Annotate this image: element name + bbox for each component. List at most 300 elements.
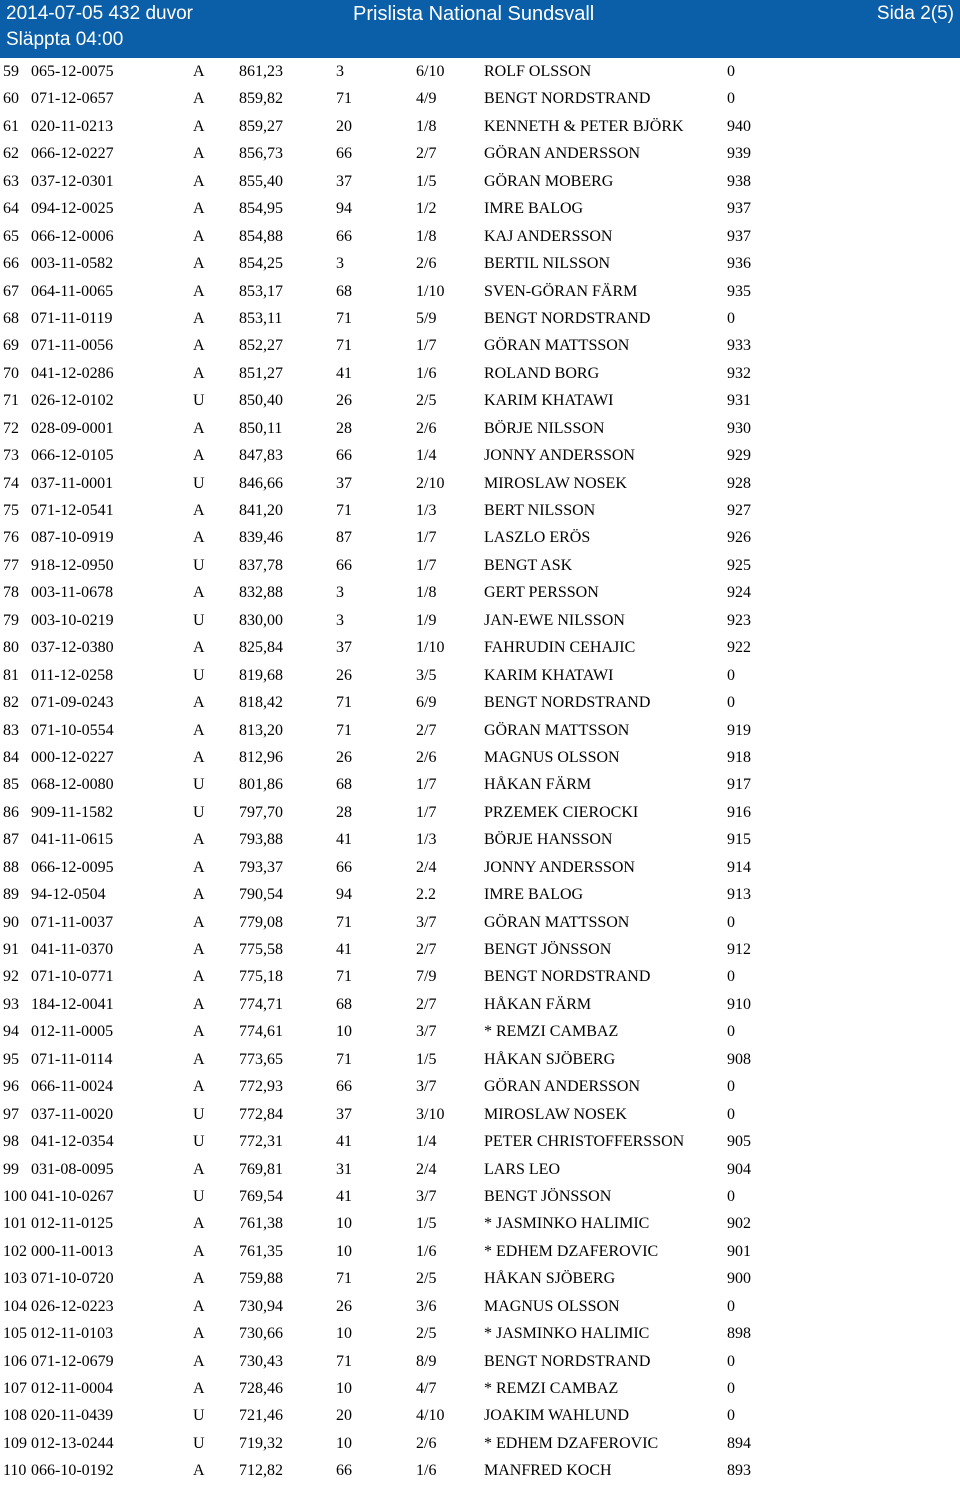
cell-club: 37 [336, 474, 352, 492]
cell-prize: 938 [727, 172, 751, 190]
cell-rank: 73 [3, 447, 19, 465]
table-row [0, 251, 960, 278]
table-row [0, 937, 960, 964]
cell-prize: 939 [727, 145, 751, 163]
cell-fraction: 2/7 [416, 721, 437, 739]
table-row [0, 1376, 960, 1403]
cell-class: A [193, 831, 205, 849]
cell-prize: 935 [727, 282, 751, 300]
cell-rank: 106 [3, 1352, 27, 1370]
cell-club: 31 [336, 1160, 352, 1178]
cell-fraction: 1/2 [416, 200, 437, 218]
cell-ring-number: 026-12-0223 [31, 1297, 114, 1315]
cell-points: 797,70 [239, 803, 283, 821]
cell-rank: 84 [3, 748, 19, 766]
cell-rank: 95 [3, 1050, 19, 1068]
cell-class: A [193, 282, 205, 300]
cell-ring-number: 037-11-0020 [31, 1105, 114, 1123]
cell-rank: 75 [3, 502, 19, 519]
cell-ring-number: 003-11-0582 [31, 255, 114, 273]
cell-rank: 68 [3, 309, 19, 327]
cell-prize: 915 [727, 831, 751, 849]
cell-prize: 910 [727, 995, 751, 1013]
cell-fraction: 1/6 [416, 364, 437, 382]
cell-ring-number: 026-12-0102 [31, 392, 114, 410]
cell-points: 801,86 [239, 776, 283, 794]
cell-prize: 928 [727, 474, 751, 492]
cell-rank: 80 [3, 639, 19, 657]
cell-fraction: 2/5 [416, 1270, 437, 1288]
cell-rank: 76 [3, 529, 19, 547]
cell-fraction: 1/4 [416, 447, 437, 465]
cell-owner-name: GÖRAN MATTSSON [484, 913, 630, 931]
cell-owner-name: JAN-EWE NILSSON [484, 611, 625, 629]
date-pigeons: 2014-07-05 432 duvor [6, 3, 193, 24]
cell-class: A [193, 529, 205, 547]
cell-prize: 0 [727, 1187, 735, 1205]
cell-points: 830,00 [239, 611, 283, 629]
cell-prize: 0 [727, 968, 735, 986]
cell-rank: 87 [3, 831, 19, 849]
cell-prize: 0 [727, 1078, 735, 1096]
cell-rank: 78 [3, 584, 19, 602]
table-row [0, 471, 960, 498]
cell-rank: 96 [3, 1078, 19, 1096]
cell-ring-number: 066-12-0227 [31, 145, 114, 163]
cell-rank: 99 [3, 1160, 19, 1178]
cell-prize: 893 [727, 1462, 751, 1480]
cell-ring-number: 071-12-0679 [31, 1352, 114, 1370]
table-row [0, 1184, 960, 1211]
cell-owner-name: KENNETH & PETER BJÖRK [484, 117, 684, 135]
cell-club: 28 [336, 803, 352, 821]
cell-fraction: 1/7 [416, 529, 437, 547]
cell-points: 773,65 [239, 1050, 283, 1068]
cell-rank: 70 [3, 364, 19, 382]
cell-prize: 0 [727, 666, 735, 684]
cell-ring-number: 020-11-0439 [31, 1407, 114, 1425]
cell-points: 779,08 [239, 913, 283, 931]
cell-class: A [193, 502, 205, 519]
cell-ring-number: 068-12-0080 [31, 776, 114, 794]
cell-rank: 77 [3, 556, 19, 574]
cell-class: U [193, 1407, 205, 1425]
cell-points: 730,43 [239, 1352, 283, 1370]
cell-points: 856,73 [239, 145, 283, 163]
cell-club: 71 [336, 694, 352, 712]
cell-fraction: 2/7 [416, 145, 437, 163]
cell-ring-number: 041-12-0354 [31, 1133, 114, 1151]
cell-rank: 69 [3, 337, 19, 355]
cell-points: 850,11 [239, 419, 283, 437]
cell-class: A [193, 1050, 205, 1068]
cell-ring-number: 071-11-0037 [31, 913, 114, 931]
cell-owner-name: LARS LEO [484, 1160, 560, 1178]
cell-prize: 933 [727, 337, 751, 355]
cell-points: 772,93 [239, 1078, 283, 1096]
cell-owner-name: BENGT NORDSTRAND [484, 309, 651, 327]
cell-fraction: 2/6 [416, 255, 437, 273]
cell-class: A [193, 1325, 205, 1343]
cell-rank: 101 [3, 1215, 27, 1233]
cell-ring-number: 065-12-0075 [31, 63, 114, 80]
cell-rank: 92 [3, 968, 19, 986]
cell-prize: 908 [727, 1050, 751, 1068]
cell-rank: 62 [3, 145, 19, 163]
cell-owner-name: BERTIL NILSSON [484, 255, 610, 273]
cell-club: 10 [336, 1380, 352, 1397]
cell-club: 28 [336, 419, 352, 437]
cell-fraction: 2/4 [416, 858, 437, 876]
cell-ring-number: 071-10-0554 [31, 721, 114, 739]
cell-club: 66 [336, 556, 352, 574]
cell-points: 852,27 [239, 337, 283, 355]
cell-prize: 901 [727, 1242, 751, 1260]
cell-club: 68 [336, 776, 352, 794]
table-row [0, 1129, 960, 1156]
cell-club: 37 [336, 1105, 352, 1123]
cell-fraction: 2.2 [416, 886, 436, 904]
cell-owner-name: HÅKAN SJÖBERG [484, 1050, 616, 1068]
cell-club: 26 [336, 666, 352, 684]
cell-class: A [193, 584, 205, 602]
cell-ring-number: 003-11-0678 [31, 584, 114, 602]
cell-prize: 0 [727, 913, 735, 931]
table-row [0, 1294, 960, 1321]
cell-fraction: 2/4 [416, 1160, 437, 1178]
cell-owner-name: KAJ ANDERSSON [484, 227, 613, 245]
table-row [0, 1349, 960, 1376]
cell-club: 71 [336, 90, 352, 108]
cell-rank: 60 [3, 90, 19, 108]
cell-fraction: 2/7 [416, 941, 437, 958]
cell-owner-name: MIROSLAW NOSEK [484, 1105, 627, 1123]
cell-club: 41 [336, 1187, 352, 1205]
cell-rank: 59 [3, 63, 19, 80]
cell-ring-number: 020-11-0213 [31, 117, 114, 135]
cell-club: 66 [336, 145, 352, 163]
cell-points: 730,66 [239, 1325, 283, 1343]
table-row [0, 745, 960, 772]
cell-class: A [193, 227, 205, 245]
cell-fraction: 1/8 [416, 227, 437, 245]
table-row [0, 224, 960, 251]
cell-points: 819,68 [239, 666, 283, 684]
table-row [0, 1074, 960, 1101]
cell-rank: 105 [3, 1325, 27, 1343]
cell-club: 26 [336, 1297, 352, 1315]
cell-class: U [193, 556, 205, 574]
table-row [0, 59, 960, 86]
cell-ring-number: 184-12-0041 [31, 995, 114, 1013]
cell-prize: 0 [727, 1380, 735, 1397]
table-row [0, 1266, 960, 1293]
cell-fraction: 2/7 [416, 995, 437, 1013]
cell-class: U [193, 1133, 205, 1151]
cell-owner-name: KARIM KHATAWI [484, 666, 614, 684]
cell-prize: 912 [727, 941, 751, 958]
cell-club: 20 [336, 117, 352, 135]
cell-ring-number: 066-11-0024 [31, 1078, 114, 1096]
cell-fraction: 1/8 [416, 584, 437, 602]
cell-class: A [193, 721, 205, 739]
cell-points: 721,46 [239, 1407, 283, 1425]
cell-class: A [193, 886, 205, 904]
cell-prize: 0 [727, 1297, 735, 1315]
cell-fraction: 1/7 [416, 337, 437, 355]
cell-class: A [193, 1352, 205, 1370]
cell-rank: 67 [3, 282, 19, 300]
cell-rank: 79 [3, 611, 19, 629]
cell-fraction: 8/9 [416, 1352, 437, 1370]
cell-ring-number: 003-10-0219 [31, 611, 114, 629]
cell-fraction: 4/7 [416, 1380, 437, 1397]
cell-prize: 0 [727, 90, 735, 108]
cell-ring-number: 071-11-0114 [31, 1050, 113, 1068]
cell-club: 87 [336, 529, 352, 547]
cell-rank: 82 [3, 694, 19, 712]
release-time: Släppta 04:00 [6, 29, 124, 50]
cell-owner-name: BENGT JÖNSSON [484, 941, 612, 958]
cell-prize: 929 [727, 447, 751, 465]
cell-owner-name: JOAKIM WAHLUND [484, 1407, 630, 1425]
cell-points: 774,71 [239, 995, 283, 1013]
cell-fraction: 6/10 [416, 63, 445, 80]
cell-prize: 922 [727, 639, 751, 657]
cell-prize: 936 [727, 255, 751, 273]
cell-class: A [193, 200, 205, 218]
cell-fraction: 1/5 [416, 172, 437, 190]
cell-rank: 72 [3, 419, 19, 437]
cell-rank: 104 [3, 1297, 27, 1315]
cell-class: U [193, 474, 205, 492]
table-row [0, 416, 960, 443]
cell-class: A [193, 309, 205, 327]
cell-prize: 913 [727, 886, 751, 904]
cell-fraction: 1/3 [416, 831, 437, 849]
cell-prize: 926 [727, 529, 751, 547]
cell-ring-number: 012-13-0244 [31, 1434, 114, 1452]
cell-class: A [193, 145, 205, 163]
cell-club: 71 [336, 309, 352, 327]
cell-owner-name: MANFRED KOCH [484, 1462, 612, 1480]
cell-fraction: 3/10 [416, 1105, 445, 1123]
cell-class: A [193, 90, 205, 108]
cell-owner-name: * REMZI CAMBAZ [484, 1380, 619, 1397]
cell-rank: 108 [3, 1407, 27, 1425]
cell-fraction: 4/10 [416, 1407, 445, 1425]
cell-owner-name: BENGT JÖNSSON [484, 1187, 612, 1205]
cell-prize: 0 [727, 1407, 735, 1425]
cell-prize: 902 [727, 1215, 751, 1233]
cell-class: U [193, 803, 205, 821]
cell-prize: 925 [727, 556, 751, 574]
cell-owner-name: HÅKAN FÄRM [484, 776, 592, 794]
cell-rank: 98 [3, 1133, 19, 1151]
cell-ring-number: 037-11-0001 [31, 474, 114, 492]
cell-ring-number: 071-10-0771 [31, 968, 114, 986]
cell-club: 10 [336, 1325, 352, 1343]
cell-class: A [193, 639, 205, 657]
cell-points: 859,27 [239, 117, 283, 135]
cell-fraction: 2/6 [416, 1434, 437, 1452]
cell-fraction: 1/6 [416, 1462, 437, 1480]
cell-class: A [193, 364, 205, 382]
cell-class: U [193, 666, 205, 684]
cell-points: 759,88 [239, 1270, 283, 1288]
table-row [0, 86, 960, 113]
cell-fraction: 1/7 [416, 556, 437, 574]
table-row [0, 1157, 960, 1184]
cell-ring-number: 012-11-0125 [31, 1215, 114, 1233]
table-row [0, 827, 960, 854]
cell-fraction: 3/7 [416, 1078, 437, 1096]
cell-ring-number: 066-10-0192 [31, 1462, 114, 1480]
cell-class: A [193, 1297, 205, 1315]
cell-owner-name: HÅKAN SJÖBERG [484, 1270, 616, 1288]
table-row [0, 141, 960, 168]
cell-ring-number: 087-10-0919 [31, 529, 114, 547]
cell-club: 94 [336, 886, 352, 904]
table-row [0, 388, 960, 415]
cell-fraction: 2/6 [416, 419, 437, 437]
table-row [0, 498, 960, 525]
cell-fraction: 1/10 [416, 282, 445, 300]
cell-ring-number: 031-08-0095 [31, 1160, 114, 1178]
cell-class: A [193, 1078, 205, 1096]
cell-class: A [193, 748, 205, 766]
cell-owner-name: BENGT ASK [484, 556, 573, 574]
cell-owner-name: PETER CHRISTOFFERSSON [484, 1133, 685, 1151]
table-row [0, 580, 960, 607]
cell-club: 71 [336, 1270, 352, 1288]
cell-club: 3 [336, 255, 344, 273]
cell-rank: 81 [3, 666, 19, 684]
cell-prize: 919 [727, 721, 751, 739]
cell-class: A [193, 63, 205, 80]
cell-club: 41 [336, 364, 352, 382]
cell-club: 3 [336, 584, 344, 602]
cell-club: 3 [336, 63, 344, 80]
cell-prize: 0 [727, 1352, 735, 1370]
cell-points: 793,88 [239, 831, 283, 849]
cell-rank: 74 [3, 474, 19, 492]
cell-club: 66 [336, 447, 352, 465]
cell-owner-name: MIROSLAW NOSEK [484, 474, 627, 492]
cell-club: 26 [336, 392, 352, 410]
cell-club: 3 [336, 611, 344, 629]
cell-points: 853,17 [239, 282, 283, 300]
cell-points: 774,61 [239, 1023, 283, 1041]
cell-points: 772,84 [239, 1105, 283, 1123]
cell-club: 71 [336, 1352, 352, 1370]
table-row [0, 1403, 960, 1430]
cell-ring-number: 037-12-0380 [31, 639, 114, 657]
cell-fraction: 4/9 [416, 90, 437, 108]
page-header [0, 0, 960, 58]
table-row [0, 443, 960, 470]
cell-class: U [193, 776, 205, 794]
cell-rank: 107 [3, 1380, 27, 1397]
cell-club: 20 [336, 1407, 352, 1425]
cell-owner-name: IMRE BALOG [484, 200, 584, 218]
cell-prize: 905 [727, 1133, 751, 1151]
cell-prize: 0 [727, 1023, 735, 1041]
cell-club: 10 [336, 1434, 352, 1452]
cell-class: U [193, 392, 205, 410]
table-row [0, 772, 960, 799]
cell-club: 66 [336, 1078, 352, 1096]
cell-fraction: 3/6 [416, 1297, 437, 1315]
cell-fraction: 2/5 [416, 392, 437, 410]
cell-ring-number: 041-12-0286 [31, 364, 114, 382]
table-row [0, 718, 960, 745]
cell-class: A [193, 1270, 205, 1288]
table-row [0, 882, 960, 909]
table-row [0, 279, 960, 306]
cell-club: 41 [336, 941, 352, 958]
cell-fraction: 7/9 [416, 968, 437, 986]
cell-points: 854,95 [239, 200, 283, 218]
cell-rank: 109 [3, 1434, 27, 1452]
cell-points: 851,27 [239, 364, 283, 382]
cell-owner-name: BENGT NORDSTRAND [484, 1352, 651, 1370]
cell-rank: 100 [3, 1187, 27, 1205]
cell-fraction: 3/7 [416, 913, 437, 931]
cell-points: 853,11 [239, 309, 283, 327]
cell-rank: 91 [3, 941, 19, 958]
cell-fraction: 1/6 [416, 1242, 437, 1260]
cell-owner-name: SVEN-GÖRAN FÄRM [484, 282, 638, 300]
cell-owner-name: JONNY ANDERSSON [484, 858, 635, 876]
cell-owner-name: GERT PERSSON [484, 584, 599, 602]
cell-fraction: 1/4 [416, 1133, 437, 1151]
cell-club: 10 [336, 1023, 352, 1041]
table-row [0, 361, 960, 388]
cell-owner-name: KARIM KHATAWI [484, 392, 614, 410]
cell-ring-number: 071-09-0243 [31, 694, 114, 712]
cell-class: A [193, 858, 205, 876]
cell-fraction: 1/10 [416, 639, 445, 657]
cell-fraction: 6/9 [416, 694, 437, 712]
cell-rank: 66 [3, 255, 19, 273]
cell-points: 854,88 [239, 227, 283, 245]
cell-class: A [193, 941, 205, 958]
table-row [0, 196, 960, 223]
cell-fraction: 1/7 [416, 803, 437, 821]
table-row [0, 800, 960, 827]
cell-prize: 916 [727, 803, 751, 821]
cell-points: 846,66 [239, 474, 283, 492]
cell-prize: 931 [727, 392, 751, 410]
cell-fraction: 2/5 [416, 1325, 437, 1343]
cell-points: 832,88 [239, 584, 283, 602]
cell-prize: 937 [727, 227, 751, 245]
cell-ring-number: 909-11-1582 [31, 803, 114, 821]
cell-club: 37 [336, 639, 352, 657]
cell-points: 719,32 [239, 1434, 283, 1452]
cell-ring-number: 064-11-0065 [31, 282, 114, 300]
cell-points: 775,18 [239, 968, 283, 986]
table-row [0, 1102, 960, 1129]
cell-fraction: 1/3 [416, 502, 437, 519]
cell-fraction: 1/5 [416, 1050, 437, 1068]
cell-rank: 71 [3, 392, 19, 410]
cell-class: U [193, 1105, 205, 1123]
cell-owner-name: GÖRAN MATTSSON [484, 337, 630, 355]
cell-prize: 930 [727, 419, 751, 437]
cell-fraction: 3/7 [416, 1023, 437, 1041]
